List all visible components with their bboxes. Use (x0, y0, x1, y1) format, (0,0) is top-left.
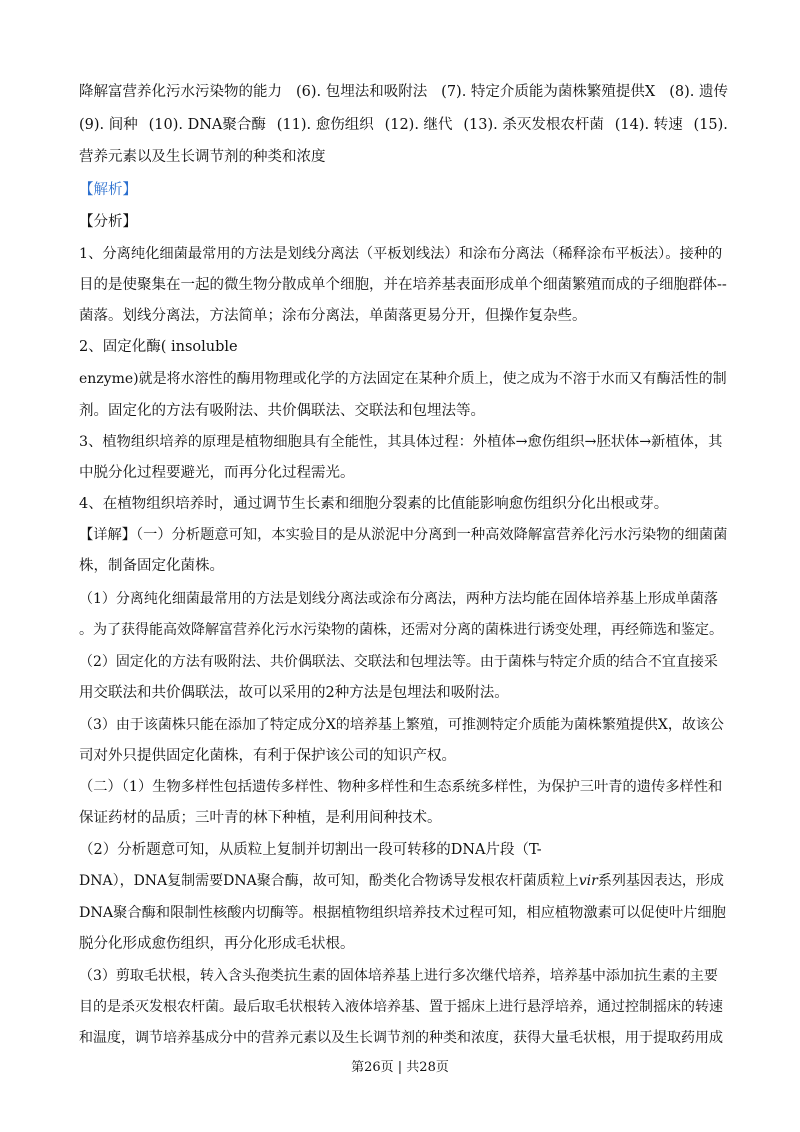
p5-line-3: DNA聚合酶和限制性核酸内切酶等。根据植物组织培养技术过程可知，相应植物激素可以促使叶片细胞 (79, 905, 726, 921)
answer-text: (12). 继代 (384, 117, 453, 133)
answer-text: (14). 转速 (614, 117, 683, 133)
p6-line-3: 和温度，调节培养基成分中的营养元素以及生长调节剂的种类和浓度，获得大量毛状根，用于提取药用成 (79, 1030, 723, 1046)
answers-line-2 (79, 115, 728, 135)
xiangjie-line-1 (79, 525, 728, 545)
p6-line-2: 目的是杀灭发根农杆菌。最后取毛状根转入液体培养基、置于摇床上进行悬浮培养，通过控制摇床的转速 (79, 999, 723, 1015)
p3-line-2: 司对外只提供固定化菌株，有利于保护该公司的知识产权。 (79, 748, 456, 764)
fenxi-4-line-1: 4、在植物组织培养时，通过调节生长素和细胞分裂素的比值能影响愈伤组织分化出根或芽。 (79, 496, 669, 512)
vir-term: vir (578, 873, 598, 889)
answer-text: (9). 间种 (79, 117, 138, 133)
fenxi-3-line-2: 中脱分化过程要避光，而再分化过程需光。 (79, 465, 355, 481)
fenxi-2-line-1: 2、固定化酶( insoluble (79, 339, 238, 355)
fenxi-1-line-3: 菌落。划线分离法，方法简单；涂布分离法，单菌落更易分开，但操作复杂些。 (79, 308, 587, 324)
fenxi-2-line-3: 剂。固定化的方法有吸附法、共价偶联法、交联法和包埋法等。 (79, 403, 485, 419)
fenxi-1-line-1: 1、分离纯化细菌最常用的方法是划线分离法（平板划线法）和涂布分离法（稀释涂布平板法）。接种的 (79, 246, 723, 262)
p5-line-2 (79, 871, 728, 891)
answer-text: (8). 遗传 (669, 84, 728, 100)
p5-line-2-a: DNA），DNA复制需要DNA聚合酶，故可知，酚类化合物诱导发根农杆菌质粒上 (79, 873, 579, 889)
answer-text: (10). DNA聚合酶 (148, 117, 266, 133)
xiangjie-label: 【详解】 (79, 527, 137, 543)
p5-line-4: 脱分化形成愈伤组织，再分化形成毛状根。 (79, 936, 355, 952)
fenxi-2-line-2: enzyme)就是将水溶性的酶用物理或化学的方法固定在某种介质上，使之成为不溶于水而又有酶活性的制 (79, 371, 727, 387)
p1-line-1: （1）分离纯化细菌最常用的方法是划线分离法或涂布分离法，两种方法均能在固体培养基上形成单菌落 (79, 591, 718, 607)
answer-text: (11). 愈伤组织 (276, 117, 374, 133)
p4-line-1: （二）（1）生物多样性包括遗传多样性、物种多样性和生态系统多样性，为保护三叶青的遗传多样性和 (79, 779, 723, 795)
p2-line-1: （2）固定化的方法有吸附法、共价偶联法、交联法和包埋法等。由于菌株与特定介质的结合不宜直接采 (79, 654, 718, 670)
p5-line-1: （2）分析题意可知，从质粒上复制并切割出一段可转移的DNA片段（T- (79, 842, 542, 858)
xiangjie-line-2: 株，制备固定化菌株。 (79, 558, 224, 574)
answer-text: (7). 特定介质能为菌株繁殖提供X (441, 84, 656, 100)
p1-line-2: 。为了获得能高效降解富营养化污水污染物的菌株，还需对分离的菌株进行诱变处理，再经筛选和鉴定。 (79, 622, 723, 638)
p5-line-2-c: 系列基因表达，形成 (597, 873, 724, 889)
p4-line-2: 保证药材的品质；三叶青的林下种植，是利用间种技术。 (79, 810, 442, 826)
p3-line-1: （3）由于该菌株只能在添加了特定成分X的培养基上繁殖，可推测特定介质能为菌株繁殖提供X，故该公 (79, 717, 724, 733)
p6-line-1: （3）剪取毛状根，转入含头孢类抗生素的固体培养基上进行多次继代培养，培养基中添加抗生素的主要 (79, 968, 718, 984)
xiangjie-text: （一）分析题意可知，本实验目的是从淤泥中分离到一种高效降解富营养化污水污染物的细菌菌 (136, 527, 728, 543)
answer-text: (15). (693, 117, 728, 133)
p2-line-2: 用交联法和共价偶联法，故可以采用的2种方法是包埋法和吸附法。 (79, 685, 509, 701)
fenxi-1-line-2: 目的是使聚集在一起的微生物分散成单个细胞，并在培养基表面形成单个细菌繁殖而成的子细胞群体-- (79, 277, 727, 293)
fenxi-3-line-1: 3、植物组织培养的原理是植物细胞具有全能性，其具体过程：外植体→愈伤组织→胚状体→新植体，其 (79, 434, 723, 450)
answers-line-1 (79, 82, 728, 102)
fenxi-label: 【分析】 (79, 214, 137, 230)
answer-text: 降解富营养化污水污染物的能力 (79, 84, 282, 100)
page-footer: 第26页 | 共28页 (351, 1060, 449, 1075)
answers-line-3: 营养元素以及生长调节剂的种类和浓度 (79, 149, 326, 165)
answer-text: (6). 包埋法和吸附法 (295, 84, 428, 100)
answer-text: (13). 杀灭发根农杆菌 (463, 117, 604, 133)
jiexi-label: 【解析】 (79, 182, 137, 198)
